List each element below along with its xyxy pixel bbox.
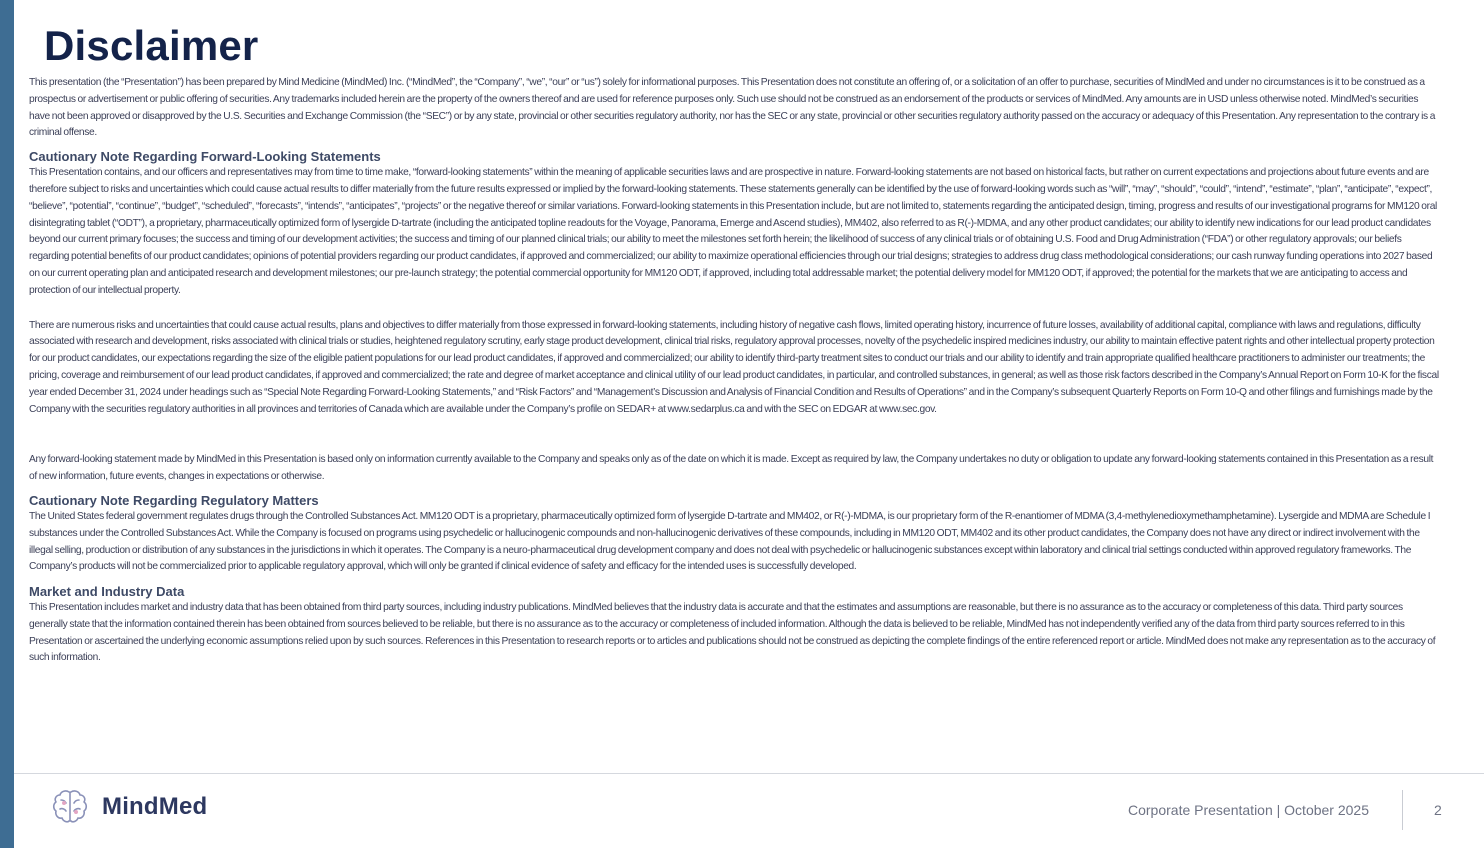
market-heading: Market and Industry Data [29,583,185,599]
disclaimer-body [29,75,1461,668]
footer-vertical-divider [1402,790,1403,830]
footer-divider-line [14,773,1484,774]
intro-paragraph: This presentation (the “Presentation”) has been prepared by Mind Medicine (MindMed) Inc. (“MindMed”, the “Company”, “we”, “our” or “us”) solely for informational purposes. This Presentation does not constitute an offering of, or a solicitation of an offer to purchase, securities of MindMed and under no circumstances is it to be construed as a prospectus or advertisement or public offering of securities. Any trademarks included herein are the property of the owners thereof and are used for reference purposes only. Such use should not be construed as an endorsement of the products or services of MindMed. Any amounts are in USD unless otherwise noted. MindMed’s securities have not been approved or disapproved by the U.S. Securities and Exchange Commission (the “SEC”) or by any state, provincial or other securities regulatory authority, nor has the SEC or any state, provincial or other securities regulatory authority passed on the accuracy or adequacy of this Presentation. Any representation to the contrary is a criminal offense. [29,77,1436,139]
footer-presentation-label: Corporate Presentation | October 2025 [1128,802,1370,818]
regulatory-heading: Cautionary Note Regarding Regulatory Matters [29,492,319,508]
brain-icon [52,788,88,826]
risks-paragraph: There are numerous risks and uncertainties that could cause actual results, plans and objectives to differ materially from those expressed in forward-looking statements, including history of negative cash flows, limited operating history, incurrence of future losses, availability of additional capital, compliance with laws and regulations, difficulty associated with research and development, risks associated with clinical trials or studies, heightened regulatory scrutiny, early stage product development, clinical trial risks, regulatory approval processes, novelty of the psychedelic inspired medicines industry, our ability to maintain effective patent rights and other intellectual property protection for our product candidates, our expectations regarding the size of the eligible patient populations for our lead product candidates, if approved and commercialized; our ability to identify third-party treatment sites to conduct our trials and our ability to identify and train appropriate qualified healthcare practitioners to administer our treatments; the pricing, coverage and reimbursement of our lead product candidates, if approved and commercialized; the rate and degree of market acceptance and clinical utility of our lead product candidates, in particular, and controlled substances, in general; as well as those risk factors described in the Company’s Annual Report on Form 10-K for the fiscal year ended December 31, 2024 under headings such as “Special Note Regarding Forward-Looking Statements,” and “Risk Factors” and “Management’s Discussion and Analysis of Financial Condition and Results of Operations” and in the Company’s subsequent Quarterly Reports on Form 10-Q and other filings and furnishings made by the Company with the securities regulatory authorities in all provinces and territories of Canada which are available under the Company’s profile on SEDAR+ at www.sedarplus.ca and with the SEC on EDGAR at www.sec.gov. [29,319,1439,415]
left-accent-bar [0,0,14,848]
company-logo [52,788,207,826]
page-number: 2 [1434,802,1442,818]
forward-looking-heading: Cautionary Note Regarding Forward-Looking Statements [29,149,381,165]
forward-looking-paragraph: This Presentation contains, and our officers and representatives may from time to time make, “forward-looking statements” within the meaning of applicable securities laws and are prospective in nature. Forward-looking statements are not based on historical facts, but rather on current expectations and projections about future events and are therefore subject to risks and uncertainties which could cause actual results to differ materially from the future results expressed or implied by the forward-looking statements. These statements generally can be identified by the use of forward-looking words such as “will”, “may”, “should”, “could”, “intend”, “estimate”, “plan”, “anticipate”, “expect”, “believe”, “potential”, “continue”, “budget”, “scheduled”, “forecasts”, “intends”, “anticipates”, “projects” or the negative thereof or similar variations. Forward-looking statements in this Presentation include, but are not limited to, statements regarding the anticipated design, timing, progress and results of our investigational programs for MM120 oral disintegrating tablet (“ODT”), a proprietary, pharmaceutically optimized form of lysergide D-tartrate (including the anticipated topline readouts for the Voyage, Panorama, Emerge and Ascend studies), MM402, also referred to as R(-)-MDMA, and any other product candidates; our ability to identify new indications for our lead product candidates beyond our current primary focuses; the success and timing of our development activities; the success and timing of our planned clinical trials; our ability to meet the milestones set forth herein; the likelihood of success of any clinical trials or of obtaining U.S. Food and Drug Administration (“FDA”) or other regulatory approvals; our beliefs regarding potential benefits of our product candidates; opinions of potential providers regarding our product candidates, if approved and commercialized; our ability to maximize operational efficiencies through our trial designs; strategies to address drug class methodological considerations; our cash runway funding operations into 2027 based on our current operating plan and anticipated research and development milestones; our pre-launch strategy; the potential commercial opportunity for MM120 ODT, if approved, including total addressable market; the potential delivery model for MM120 ODT, if approved; the potential for the markets that we are anticipating to access and protection of our intellectual property. [29,167,1437,296]
market-paragraph: This Presentation includes market and industry data that has been obtained from third party sources, including industry publications. MindMed believes that the industry data is accurate and that the estimates and assumptions are reasonable, but there is no assurance as to the accuracy or completeness of this data. Third party sources generally state that the information contained therein has been obtained from sources believed to be reliable, but there is no assurance as to the accuracy or completeness of included information. Although the data is believed to be reliable, MindMed has not independently verified any of the data from third party sources referred to in this Presentation or ascertained the underlying economic assumptions relied upon by such sources. References in this Presentation to research reports or to articles and publications should not be construed as depicting the complete findings of the entire referenced report or article. MindMed does not make any representation as to the accuracy of such information. [29,601,1436,664]
logo-wordmark: MindMed [102,793,208,820]
update-paragraph: Any forward-looking statement made by MindMed in this Presentation is based only on information currently available to the Company and speaks only as of the date on which it is made. Except as required by law, the Company undertakes no duty or obligation to update any forward-looking statements contained in this Presentation as a result of new information, future events, changes in expectations or otherwise. [29,453,1434,482]
regulatory-paragraph: The United States federal government regulates drugs through the Controlled Substances Act. MM120 ODT is a proprietary, pharmaceutically optimized form of lysergide D-tartrate and MM402, or R(-)-MDMA, is our proprietary form of the R-enantiomer of MDMA (3,4-methylenedioxymethamphetamine). Lysergide and MDMA are Schedule I substances under the Controlled Substances Act. While the Company is focused on programs using psychedelic or hallucinogenic compounds and non-hallucinogenic derivatives of these compounds, including in MM120 ODT, MM402 and its other product candidates, the Company does not have any direct or indirect involvement with the illegal selling, production or distribution of any substances in the jurisdictions in which it operates. The Company is a neuro-pharmaceutical drug development company and does not deal with psychedelic or hallucinogenic substances except within laboratory and clinical trial settings conducted within approved regulatory frameworks. The Company’s products will not be commercialized prior to applicable regulatory approval, which will only be granted if clinical evidence of safety and efficacy for the intended uses is successfully developed. [29,510,1431,573]
page-title: Disclaimer [44,22,259,69]
